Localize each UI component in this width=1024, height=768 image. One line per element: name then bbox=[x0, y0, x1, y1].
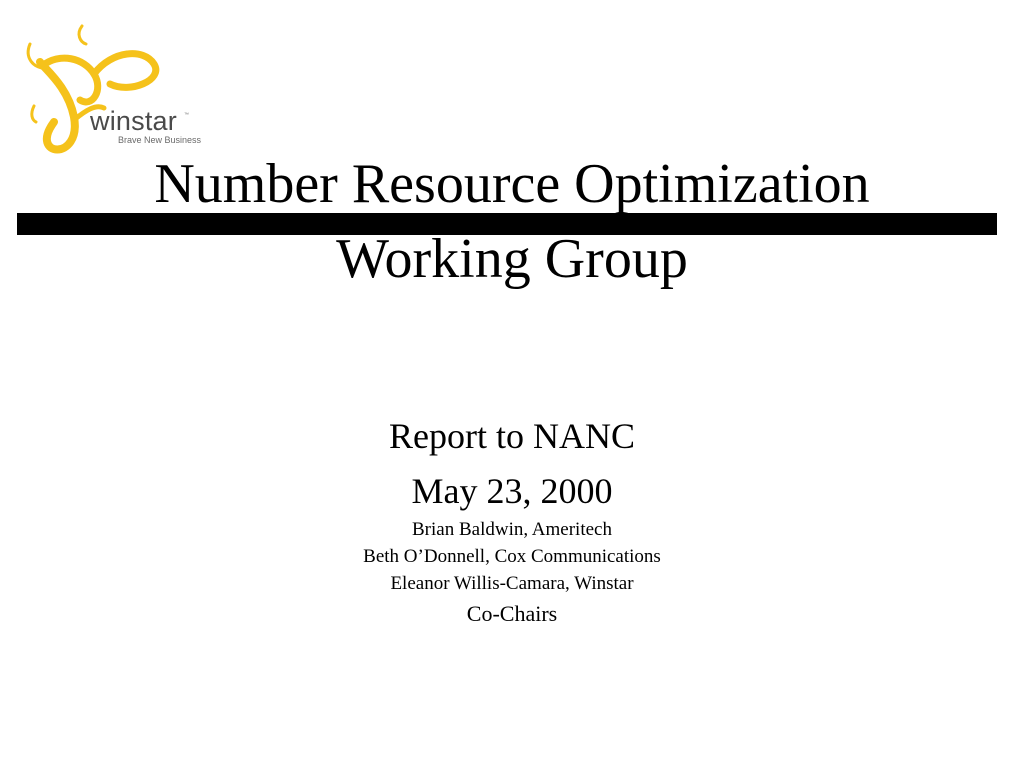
logo-tagline: Brave New Business bbox=[118, 135, 202, 145]
chairs-role: Co-Chairs bbox=[466, 601, 558, 626]
report-date: May 23, 2000 bbox=[411, 471, 613, 511]
logo-trademark: ™ bbox=[184, 112, 189, 118]
chair-name-2: Beth O’Donnell, Cox Communications bbox=[363, 546, 661, 567]
title-line-1: Number Resource Optimization bbox=[154, 153, 870, 215]
report-heading: Report to NANC bbox=[389, 416, 635, 456]
logo-wordmark: winstar bbox=[90, 106, 177, 136]
chair-name-1: Brian Baldwin, Ameritech bbox=[412, 519, 612, 540]
chair-name-3: Eleanor Willis-Camara, Winstar bbox=[390, 573, 634, 594]
title-line-2: Working Group bbox=[336, 228, 688, 290]
winstar-logo bbox=[20, 22, 220, 162]
